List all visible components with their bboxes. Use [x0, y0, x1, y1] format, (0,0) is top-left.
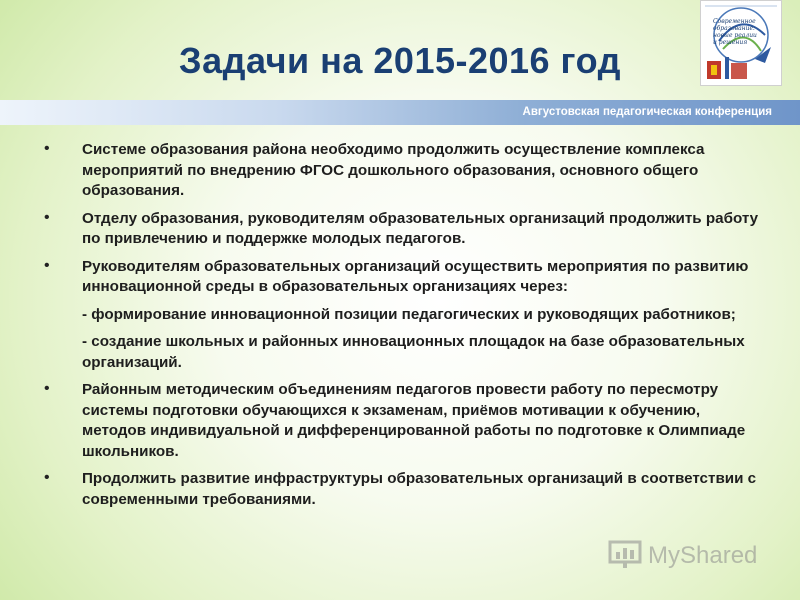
conference-label: Августовская педагогическая конференция	[522, 106, 772, 118]
presentation-icon	[608, 538, 642, 572]
logo-line-4: и решения	[713, 39, 748, 46]
list-item-text: Руководителям образовательных организаций осуществить мероприятия по развитию инновационной среды в образовательных организациях через:	[82, 257, 749, 295]
bullet-marker: •	[44, 140, 50, 157]
bullet-marker: •	[44, 469, 50, 486]
list-item	[44, 380, 760, 462]
watermark	[608, 538, 768, 572]
slide-title: Задачи на 2015-2016 год	[179, 40, 621, 81]
list-item-text: Отделу образования, руководителям образовательных организаций продолжить работу по привлечению и поддержке молодых педагогов.	[82, 209, 759, 247]
sub-list-item: - формирование инновационной позиции педагогических и руководящих работников;	[82, 305, 736, 323]
bullet-marker: •	[44, 380, 50, 397]
sub-list-item: - создание школьных и районных инновационных площадок на базе образовательных организаций.	[82, 333, 745, 371]
task-list	[44, 140, 760, 517]
logo-line-3: новые реалии	[713, 32, 757, 39]
list-item-text: Районным методическим объединениям педагогов провести работу по пересмотру системы подготовки обучающихся к экзаменам, приёмов мотивации к обучению, методов индивидуальной и дифференцированной работы по подготовке к Олимпиаде школьников.	[82, 381, 746, 460]
list-item	[44, 209, 760, 250]
list-item	[44, 257, 760, 298]
logo-graphic	[701, 1, 781, 85]
logo-line-1: Современное	[713, 18, 756, 25]
header-band	[0, 100, 800, 125]
list-item-text: Системе образования района необходимо продолжить осуществление комплекса мероприятий по внедрению ФГОС дошкольного образования, основного общего образования.	[82, 141, 705, 199]
list-item	[44, 469, 760, 510]
watermark-text: MyShared	[648, 542, 758, 569]
list-item-text: Продолжить развитие инфраструктуры образовательных организаций в соответствии с современными требованиями.	[82, 470, 757, 508]
bullet-marker: •	[44, 256, 50, 274]
conference-logo	[700, 0, 782, 86]
bullet-marker: •	[44, 208, 50, 226]
logo-line-2: образование:	[713, 25, 756, 32]
list-item	[44, 140, 760, 202]
